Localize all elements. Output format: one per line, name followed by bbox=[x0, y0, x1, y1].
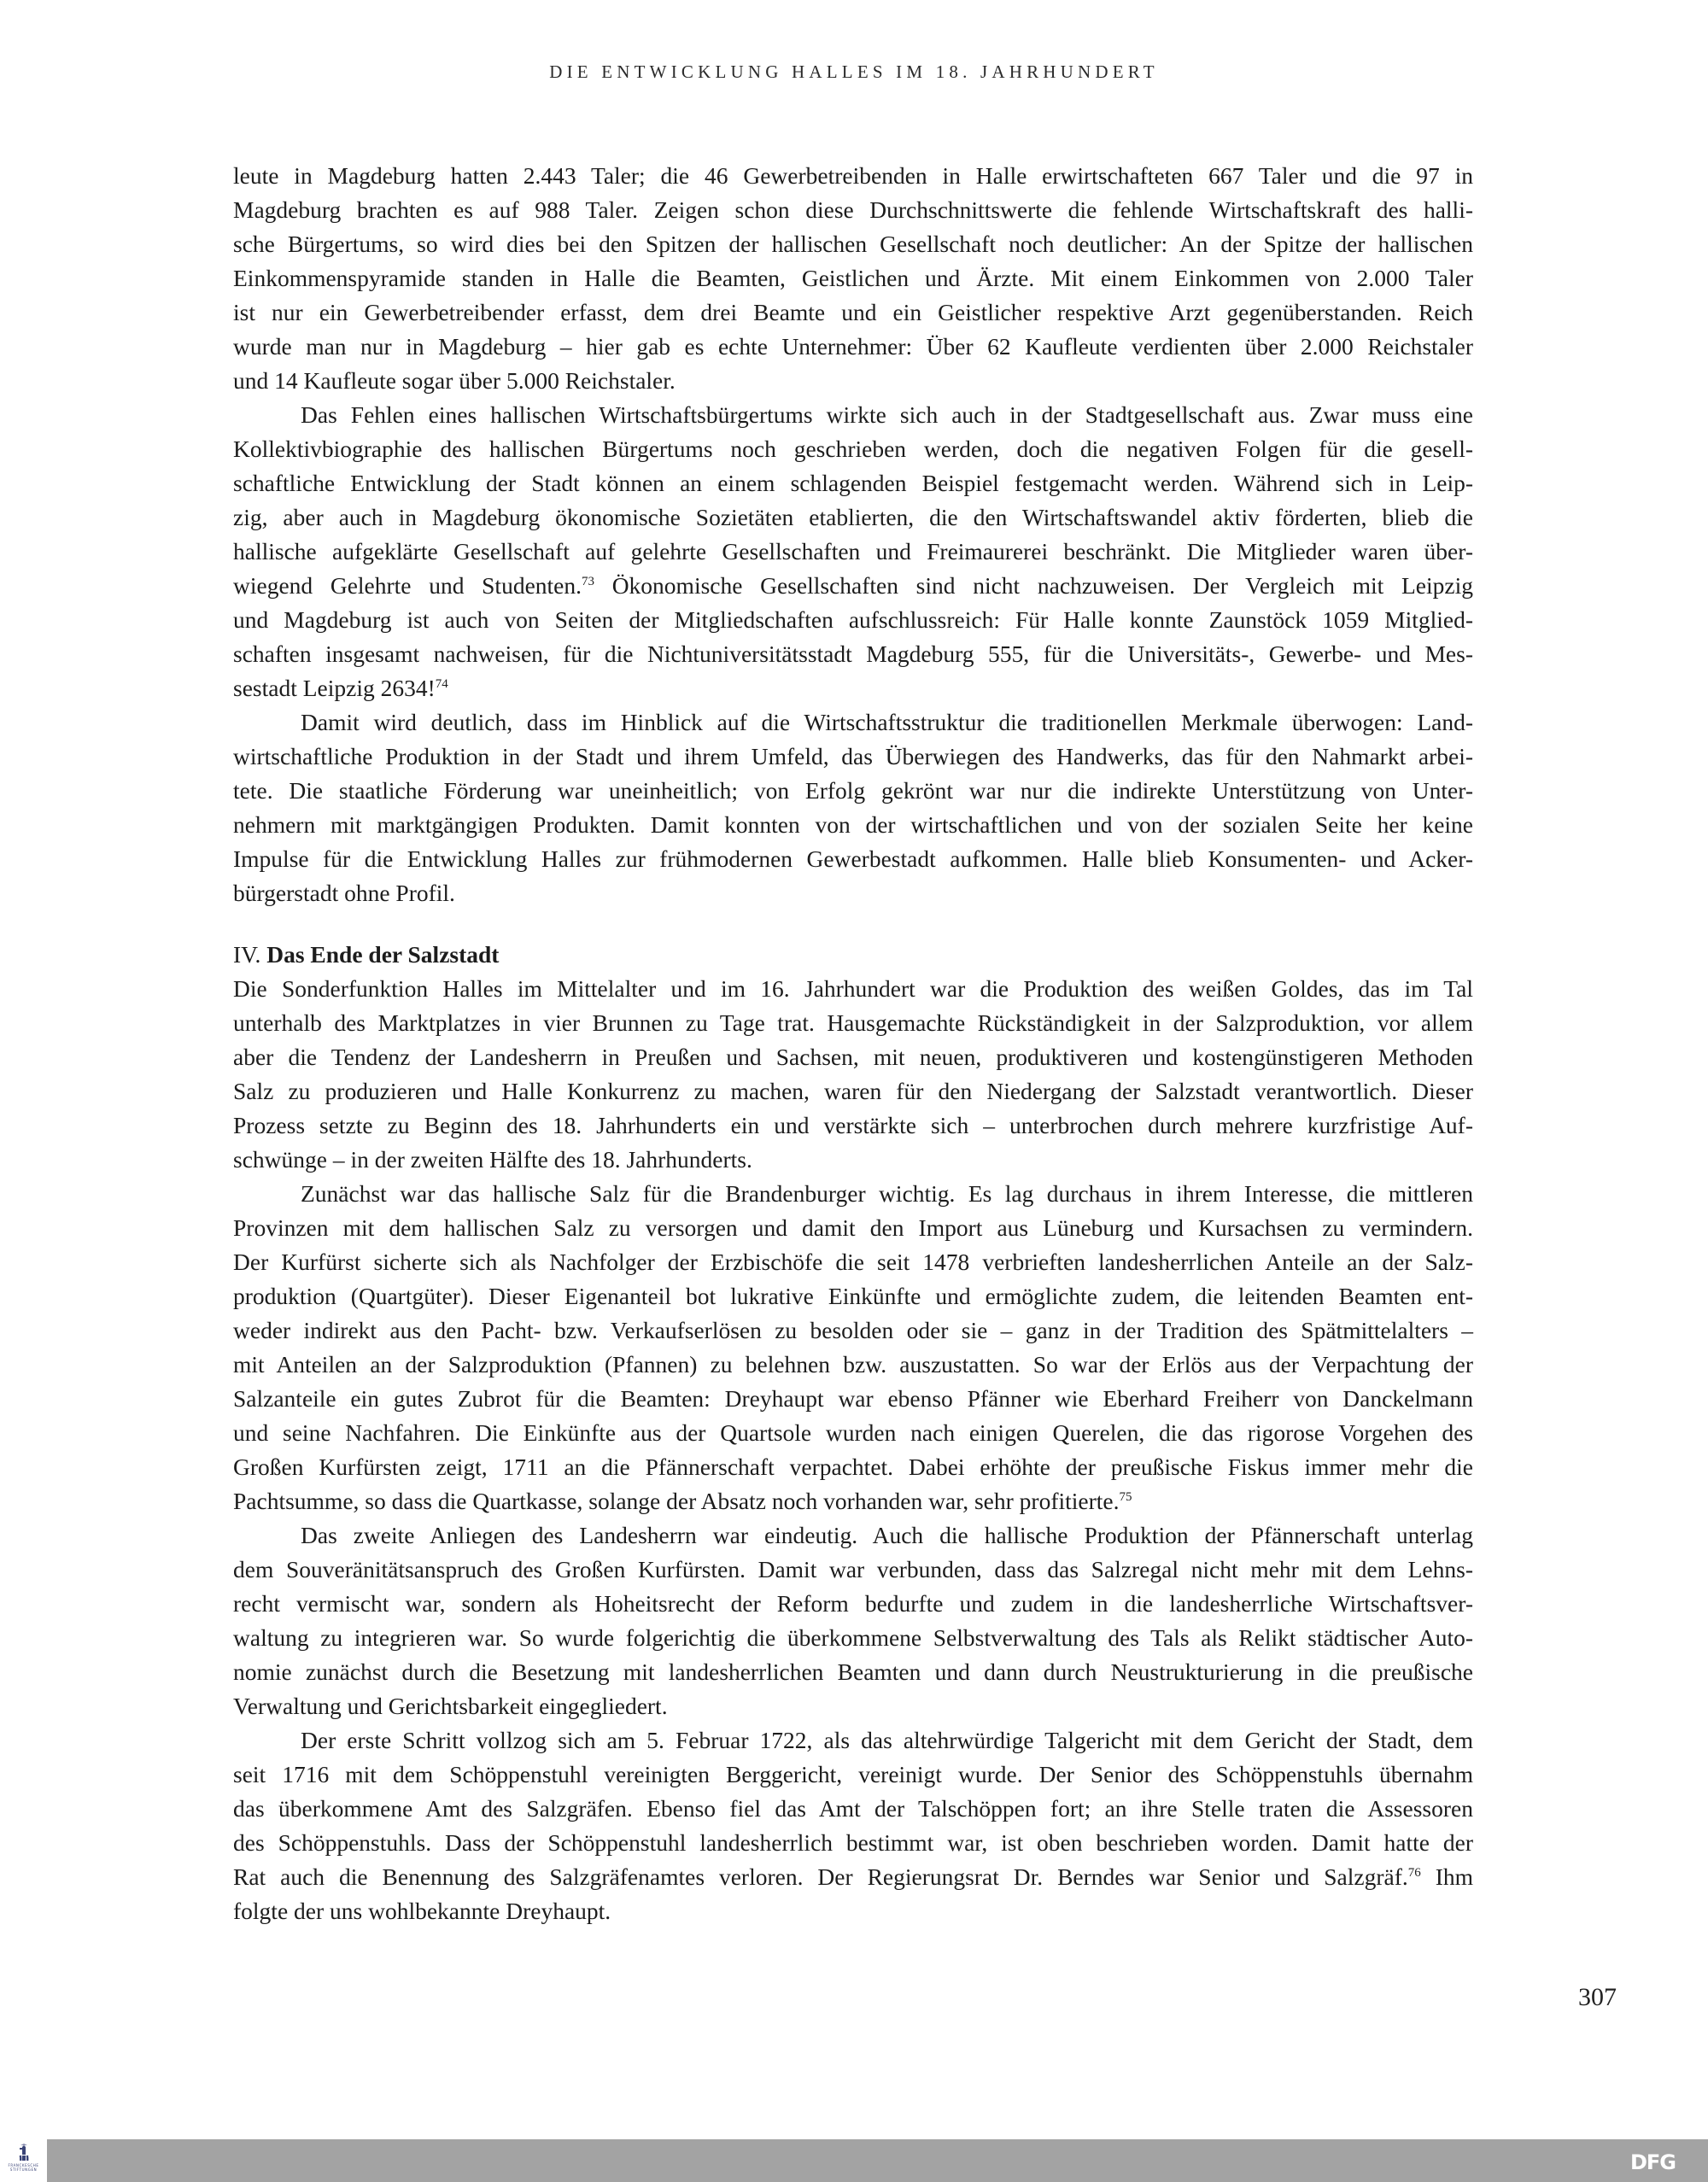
statue-icon bbox=[18, 2143, 30, 2163]
text-line bbox=[233, 671, 1473, 705]
text-line: dem Souveränitätsanspruch des Großen Kurfürsten. Damit war verbunden, dass das Salzregal nicht mehr mit dem Lehns- bbox=[233, 1556, 1473, 1582]
text-line bbox=[233, 1860, 1473, 1894]
text-line: waltung zu integrieren war. So wurde folgerichtig die überkommene Selbstverwaltung des Tals als Relikt städtischer Auto- bbox=[233, 1624, 1473, 1651]
text-line: wirtschaftliche Produktion in der Stadt und ihrem Umfeld, das Überwiegen des Handwerks, das für den Nahmarkt arbei- bbox=[233, 743, 1473, 769]
footnote-ref-76[interactable]: 76 bbox=[1407, 1866, 1421, 1880]
text-line: Zunächst war das hallische Salz für die Brandenburger wichtig. Es lag durchaus in ihrem Interesse, die mittleren bbox=[301, 1180, 1473, 1207]
text-line: Der erste Schritt vollzog sich am 5. Februar 1722, als das altehrwürdige Talgericht mit dem Gericht der Stadt, dem bbox=[301, 1727, 1473, 1753]
text-line: seit 1716 mit dem Schöppenstuhl vereinigten Berggericht, vereinigt wurde. Der Senior des Schöppenstuhls übernahm bbox=[233, 1761, 1473, 1787]
text-line: Impulse für die Entwicklung Halles zur frühmodernen Gewerbestadt aufkommen. Halle blieb Konsumenten- und Acker- bbox=[233, 845, 1473, 872]
text-line: Damit wird deutlich, dass im Hinblick auf die Wirtschaftsstruktur die traditionellen Merkmale überwogen: Land- bbox=[301, 709, 1473, 735]
text-line: Großen Kurfürsten zeigt, 1711 an die Pfännerschaft verpachtet. Dabei erhöhte der preußische Fiskus immer mehr die bbox=[233, 1454, 1473, 1480]
text-line: folgte der uns wohlbekannte Dreyhaupt. bbox=[233, 1898, 611, 1924]
text-line: Einkommenspyramide standen in Halle die Beamten, Geistlichen und Ärzte. Mit einem Einkommen von 2.000 Taler bbox=[233, 265, 1473, 291]
section-paragraph-1 bbox=[233, 972, 1473, 1177]
section-paragraph-2 bbox=[233, 1177, 1473, 1518]
text-line bbox=[233, 569, 1473, 603]
running-head: DIE ENTWICKLUNG HALLES IM 18. JAHRHUNDERT bbox=[549, 61, 1159, 82]
footer-bar bbox=[47, 2139, 1708, 2182]
text-line: weder indirekt aus den Pacht- bzw. Verkaufserlösen zu besolden oder sie – ganz in der Tradition des Spätmittelalters – bbox=[233, 1317, 1473, 1343]
section-title: Das Ende der Salzstadt bbox=[266, 941, 500, 968]
section-paragraph-3 bbox=[233, 1518, 1473, 1723]
text-line: Salz zu produzieren und Halle Konkurrenz zu machen, waren für den Niedergang der Salzstadt verantwortlich. Dieser bbox=[233, 1078, 1473, 1104]
text-line: Der Kurfürst sicherte sich als Nachfolger der Erzbischöfe die seit 1478 verbrieften landesherrlichen Anteile an der Salz- bbox=[233, 1249, 1473, 1275]
text-line: Provinzen mit dem hallischen Salz zu versorgen und damit den Import aus Lüneburg und Kursachsen zu vermindern. bbox=[233, 1214, 1473, 1241]
text-line: des Schöppenstuhls. Dass der Schöppenstuhl landesherrlich bestimmt war, ist oben beschrieben worden. Damit hatte der bbox=[233, 1829, 1473, 1856]
text-line: nehmern mit marktgängigen Produkten. Damit konnten von der wirtschaftlichen und von der sozialen Seite her keine bbox=[233, 811, 1473, 838]
text-line: sche Bürgertums, so wird dies bei den Spitzen der hallischen Gesellschaft noch deutlicher: An der Spitze der hallischen bbox=[233, 231, 1473, 257]
text-line: und Magdeburg ist auch von Seiten der Mitgliedschaften aufschlussreich: Für Halle konnte Zaunstöck 1059 Mitglied- bbox=[233, 606, 1473, 633]
paragraph-1 bbox=[233, 159, 1473, 398]
text-line: unterhalb des Marktplatzes in vier Brunnen zu Tage trat. Hausgemachte Rückständigkeit in der Salzproduktion, vor allem bbox=[233, 1009, 1473, 1036]
text-line: schaften insgesamt nachweisen, für die Nichtuniversitätsstadt Magdeburg 555, für die Universitäts-, Gewerbe- und Mes- bbox=[233, 641, 1473, 667]
section-number: IV. bbox=[233, 941, 261, 968]
text-line: tete. Die staatliche Förderung war uneinheitlich; von Erfolg gekrönt war nur die indirekte Unterstützung von Unter- bbox=[233, 777, 1473, 804]
text-line: aber die Tendenz der Landesherrn in Preußen und Sachsen, mit neuen, produktiveren und kostengünstigeren Methoden bbox=[233, 1044, 1473, 1070]
text-line: leute in Magdeburg hatten 2.443 Taler; die 46 Gewerbetreibenden in Halle erwirtschafteten 667 Taler und die 97 in bbox=[233, 162, 1473, 189]
section-heading bbox=[233, 938, 1473, 972]
text-line: und seine Nachfahren. Die Einkünfte aus der Quartsole wurden nach einigen Querelen, die das rigorose Vorgehen des bbox=[233, 1419, 1473, 1446]
text-line: nomie zunächst durch die Besetzung mit landesherrlichen Beamten und dann durch Neustrukturierung in die preußische bbox=[233, 1658, 1473, 1685]
text-line: Prozess setzte zu Beginn des 18. Jahrhunderts ein und verstärkte sich – unterbrochen durch mehrere kurzfristige Auf- bbox=[233, 1112, 1473, 1138]
text-fragment: wiegend Gelehrte und Studenten. bbox=[233, 572, 582, 599]
text-line: mit Anteilen an der Salzproduktion (Pfannen) zu belehnen bzw. auszustatten. So war der Erlös aus der Verpachtung der bbox=[233, 1351, 1473, 1378]
text-fragment: Pachtsumme, so dass die Quartkasse, solange der Absatz noch vorhanden war, sehr profitierte. bbox=[233, 1488, 1120, 1514]
section-paragraph-4 bbox=[233, 1723, 1473, 1928]
text-line: produktion (Quartgüter). Dieser Eigenanteil bot lukrative Einkünfte und ermöglichte zudem, die leitenden Beamten ent- bbox=[233, 1283, 1473, 1309]
text-line: Die Sonderfunktion Halles im Mittelalter und im 16. Jahrhundert war die Produktion des weißen Goldes, das im Tal bbox=[233, 975, 1473, 1002]
text-line: schwünge – in der zweiten Hälfte des 18. Jahrhunderts. bbox=[233, 1146, 752, 1173]
text-line: Magdeburg brachten es auf 988 Taler. Zeigen schon diese Durchschnittswerte die fehlende Wirtschaftskraft des halli- bbox=[233, 196, 1473, 223]
footnote-ref-74[interactable]: 74 bbox=[435, 677, 448, 691]
francke-foundation-logo bbox=[0, 2139, 47, 2182]
text-line: schaftliche Entwicklung der Stadt können an einem schlagenden Beispiel festgemacht werden. Während sich in Leip- bbox=[233, 470, 1473, 496]
text-line: recht vermischt war, sondern als Hoheitsrecht der Reform bedurfte und zudem in die landesherrliche Wirtschaftsver- bbox=[233, 1590, 1473, 1617]
page-number: 307 bbox=[1578, 1983, 1617, 2011]
footnote-ref-75[interactable]: 75 bbox=[1119, 1490, 1132, 1504]
text-line: Kollektivbiographie des hallischen Bürgertums noch geschrieben werden, doch die negativen Folgen für die gesell- bbox=[233, 436, 1473, 462]
text-line: ist nur ein Gewerbetreibender erfasst, dem drei Beamte und ein Geistlicher respektive Arzt gegenüberstanden. Reich bbox=[233, 299, 1473, 325]
section-heading-line bbox=[233, 938, 1473, 972]
text-line bbox=[233, 1484, 1473, 1518]
text-line: Verwaltung und Gerichtsbarkeit eingegliedert. bbox=[233, 1693, 668, 1719]
logo-text-2: STIFTUNGEN bbox=[9, 2167, 38, 2172]
footnote-ref-73[interactable]: 73 bbox=[582, 575, 594, 588]
text-line: und 14 Kaufleute sogar über 5.000 Reichstaler. bbox=[233, 367, 676, 394]
dfg-logo: DFG bbox=[1629, 2150, 1676, 2174]
text-fragment: Ihm bbox=[1435, 1863, 1473, 1890]
text-fragment: sestadt Leipzig 2634! bbox=[233, 675, 436, 701]
paragraph-2 bbox=[233, 398, 1473, 705]
text-line: das überkommene Amt des Salzgräfen. Ebenso fiel das Amt der Talschöppen fort; an ihre Stelle traten die Assessoren bbox=[233, 1795, 1473, 1822]
text-line: Das Fehlen eines hallischen Wirtschaftsbürgertums wirkte sich auch in der Stadtgesellschaft aus. Zwar muss eine bbox=[301, 401, 1473, 428]
logo-text-1: FRANCKESCHE bbox=[8, 2163, 39, 2167]
text-line: Salzanteile ein gutes Zubrot für die Beamten: Dreyhaupt war ebenso Pfänner wie Eberhard Freiherr von Danckelmann bbox=[233, 1385, 1473, 1412]
text-line: wurde man nur in Magdeburg – hier gab es echte Unternehmer: Über 62 Kaufleute verdienten über 2.000 Reichstaler bbox=[233, 333, 1473, 360]
text-line: zig, aber auch in Magdeburg ökonomische Sozietäten etablierten, die den Wirtschaftswandel aktiv förderten, blieb die bbox=[233, 504, 1473, 530]
text-fragment: Rat auch die Benennung des Salzgräfenamtes verloren. Der Regierungsrat Dr. Berndes war Senior und Salzgräf. bbox=[233, 1863, 1408, 1890]
paragraph-3 bbox=[233, 705, 1473, 910]
text-line: bürgerstadt ohne Profil. bbox=[233, 880, 455, 906]
text-line: hallische aufgeklärte Gesellschaft auf gelehrte Gesellschaften und Freimaurerei beschränkt. Die Mitglieder waren über- bbox=[233, 538, 1473, 565]
text-line: Das zweite Anliegen des Landesherrn war eindeutig. Auch die hallische Produktion der Pfännerschaft unterlag bbox=[301, 1522, 1473, 1548]
text-fragment: Ökonomische Gesellschaften sind nicht nachzuweisen. Der Vergleich mit Leipzig bbox=[611, 572, 1473, 599]
